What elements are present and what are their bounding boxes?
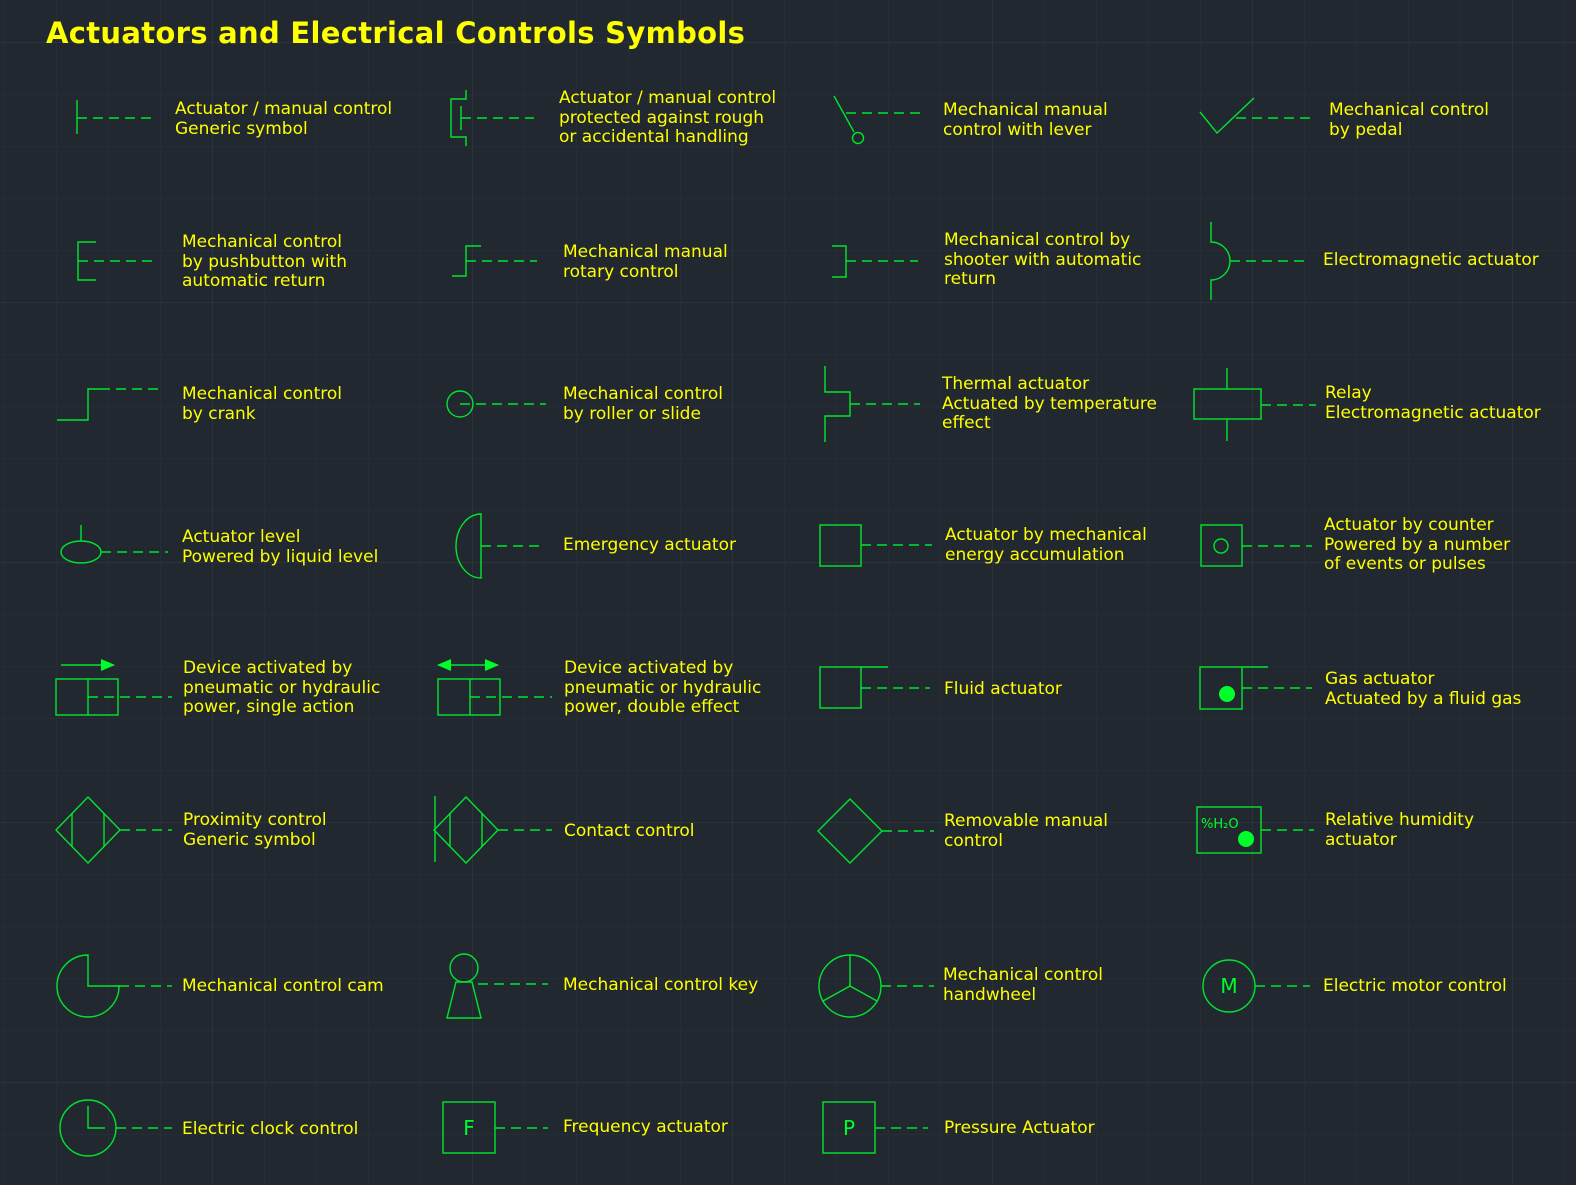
symbol-label: Fluid actuator <box>944 679 1062 699</box>
symbol-label: Device activated by pneumatic or hydraulic power, double effect <box>564 658 762 717</box>
removable-control-icon <box>818 799 934 863</box>
counter-actuator-icon <box>1201 525 1312 566</box>
symbol-label: Actuator / manual control protected against rough or accidental handling <box>559 88 777 147</box>
rotary-control-icon <box>452 246 537 276</box>
symbol-label: Gas actuator Actuated by a fluid gas <box>1325 669 1522 709</box>
symbol-label: Mechanical control by pedal <box>1329 100 1489 140</box>
fluid-actuator-icon <box>820 667 930 708</box>
symbol-label: Pressure Actuator <box>944 1118 1095 1138</box>
symbol-label: Thermal actuator Actuated by temperature effect <box>942 374 1157 433</box>
thermal-actuator-icon <box>825 366 920 442</box>
symbol-label: Device activated by pneumatic or hydraulic power, single action <box>183 658 381 717</box>
symbol-label: Actuator level Powered by liquid level <box>182 527 379 567</box>
symbol-label: Relative humidity actuator <box>1325 810 1475 850</box>
clock-control-icon <box>60 1100 172 1156</box>
generic-actuator-icon <box>77 100 152 134</box>
emergency-actuator-icon <box>456 514 540 578</box>
symbol-label: Mechanical control by roller or slide <box>563 384 723 424</box>
symbol-label: Electric motor control <box>1323 976 1507 996</box>
liquid-level-icon <box>61 525 168 563</box>
symbol-label: Relay Electromagnetic actuator <box>1325 383 1541 423</box>
motor-control-icon <box>1203 960 1310 1012</box>
humidity-actuator-icon <box>1197 807 1314 853</box>
frequency-actuator-icon <box>443 1102 548 1153</box>
symbol-label: Proximity control Generic symbol <box>183 810 327 850</box>
symbol-label: Actuator / manual control Generic symbol <box>175 99 393 139</box>
symbol-label: Frequency actuator <box>563 1117 728 1137</box>
symbol-label: Contact control <box>564 821 695 841</box>
symbol-label: Mechanical control handwheel <box>943 965 1103 1005</box>
key-control-icon <box>447 954 548 1018</box>
symbol-label: Mechanical control by pushbutton with automatic return <box>182 232 347 291</box>
single-action-cylinder-icon <box>56 659 172 715</box>
frequency-symbol-text: F <box>463 1116 475 1140</box>
page-title: Actuators and Electrical Controls Symbols <box>46 16 746 50</box>
symbol-label: Actuator by counter Powered by a number of events or pulses <box>1324 515 1511 574</box>
protected-actuator-icon <box>451 90 534 146</box>
energy-accumulation-icon <box>820 525 932 566</box>
pushbutton-return-icon <box>78 242 152 280</box>
symbol-label: Electromagnetic actuator <box>1323 250 1539 270</box>
symbol-label: Actuator by mechanical energy accumulation <box>945 525 1147 565</box>
lever-control-icon <box>834 96 920 144</box>
gas-actuator-icon <box>1200 667 1312 709</box>
relay-icon <box>1194 368 1316 441</box>
humidity-symbol-text: %H₂O <box>1201 817 1239 832</box>
symbol-label: Removable manual control <box>944 811 1108 851</box>
double-effect-cylinder-icon <box>437 659 552 715</box>
cam-control-icon <box>57 955 172 1017</box>
symbol-label: Mechanical control cam <box>182 976 384 996</box>
symbol-label: Mechanical control by shooter with automatic return <box>944 230 1142 289</box>
symbol-label: Mechanical manual rotary control <box>563 242 728 282</box>
symbol-label: Mechanical control by crank <box>182 384 342 424</box>
roller-control-icon <box>447 391 546 417</box>
proximity-control-icon <box>56 797 172 863</box>
shooter-return-icon <box>832 246 918 277</box>
electromagnetic-actuator-icon <box>1211 222 1304 300</box>
pedal-control-icon <box>1200 98 1310 133</box>
crank-control-icon <box>57 389 160 420</box>
symbol-label: Electric clock control <box>182 1119 359 1139</box>
handwheel-control-icon <box>819 955 934 1017</box>
motor-symbol-text: M <box>1220 974 1238 998</box>
symbol-label: Emergency actuator <box>563 535 736 555</box>
pressure-symbol-text: P <box>842 1116 856 1140</box>
symbol-label: Mechanical manual control with lever <box>943 100 1108 140</box>
pressure-actuator-icon <box>823 1102 928 1153</box>
symbol-label: Mechanical control key <box>563 975 759 995</box>
contact-control-icon <box>434 796 552 863</box>
